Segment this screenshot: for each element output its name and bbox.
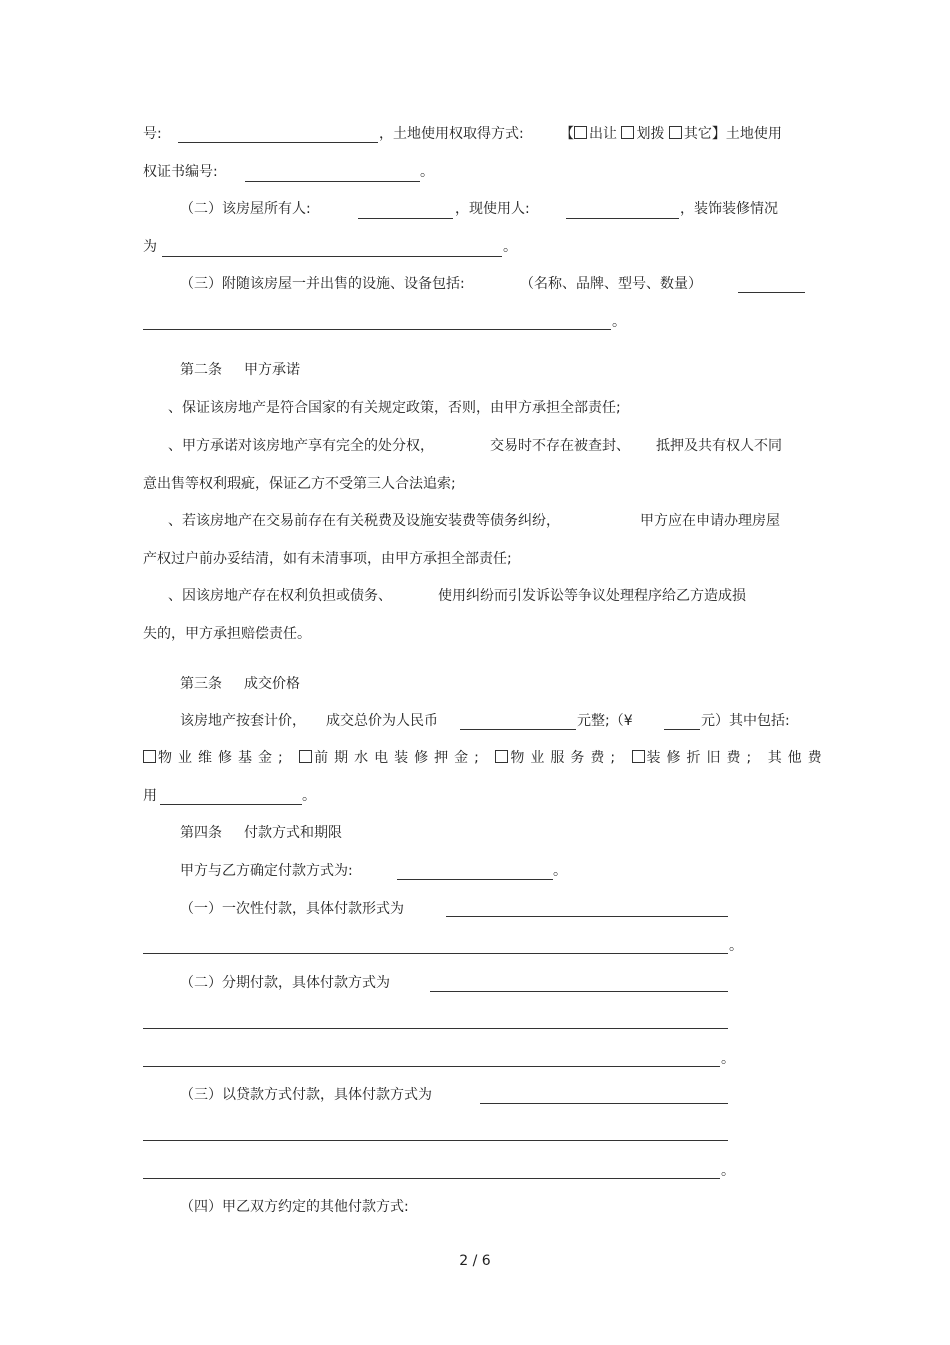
fee-other: 其他费 — [767, 750, 828, 766]
article-2-item-3b: 甲方应在申请办理房屋 — [640, 513, 780, 529]
label-land-use: 】土地使用 — [711, 126, 782, 142]
article-2-number: 第二条 — [180, 362, 222, 378]
blank-installment-line1[interactable] — [430, 991, 728, 992]
price-per-set: 该房地产按套计价， — [180, 713, 306, 729]
article-4-title: 付款方式和期限 — [244, 825, 342, 841]
checkbox-utility-deposit[interactable] — [299, 750, 312, 763]
article-2-title: 甲方承诺 — [244, 362, 300, 378]
article-2-item-2b: 交易时不存在被查封、 — [490, 438, 630, 454]
checkbox-allocate[interactable] — [621, 126, 634, 139]
blank-current-user[interactable] — [566, 218, 679, 219]
fee-property-service: 物业服务费; — [510, 750, 622, 766]
total-price-label: 成交总价为人民币 — [326, 713, 438, 729]
blank-other-fees[interactable] — [160, 804, 302, 805]
period: 。 — [721, 1163, 735, 1179]
label-decoration: ，装饰装修情况 — [680, 201, 778, 217]
article-2-item-4c: 失的，甲方承担赔偿责任。 — [143, 626, 311, 642]
blank-installment-line2[interactable] — [143, 1028, 728, 1029]
checkbox-decoration-depreciation[interactable] — [632, 750, 645, 763]
option-other: 其它 — [683, 126, 712, 142]
article-3-title: 成交价格 — [244, 676, 300, 692]
blank-land-cert-number[interactable] — [245, 181, 420, 182]
blank-house-owner[interactable] — [358, 218, 453, 219]
article-2-item-1: 、保证该房地产是符合国家的有关规定政策，否则，由甲方承担全部责任; — [168, 400, 621, 416]
checkbox-transfer[interactable] — [574, 126, 587, 139]
blank-facilities-line1[interactable] — [738, 292, 805, 293]
blank-decoration-status[interactable] — [162, 256, 502, 257]
blank-cert-number-tail[interactable] — [178, 142, 378, 143]
blank-lump-sum-line2[interactable] — [143, 953, 728, 954]
blank-installment-line3[interactable] — [143, 1066, 720, 1067]
period: 。 — [729, 938, 743, 954]
blank-lump-sum-line1[interactable] — [446, 916, 728, 917]
label-house-owner: （二）该房屋所有人: — [180, 201, 311, 217]
label-yong: 用 — [143, 788, 157, 804]
period: 。 — [612, 314, 626, 330]
payment-lump-sum-label: （一）一次性付款，具体付款形式为 — [180, 901, 404, 917]
label-cert-number: 权证书编号: — [143, 164, 218, 180]
yuan-zheng: 元整;（¥ — [577, 713, 633, 729]
fee-decoration-depreciation: 装修折旧费; — [646, 750, 758, 766]
label-wei: 为 — [143, 239, 157, 255]
blank-loan-line1[interactable] — [480, 1103, 728, 1104]
option-allocate: 划拨 — [636, 126, 665, 142]
fee-utility-deposit: 前期水电装修押金; — [314, 750, 485, 766]
blank-total-price-number[interactable] — [664, 729, 700, 730]
article-2-item-3c: 产权过户前办妥结清，如有未清事项，由甲方承担全部责任; — [143, 551, 512, 567]
article-3-number: 第三条 — [180, 676, 222, 692]
period: 。 — [420, 164, 434, 180]
blank-loan-line2[interactable] — [143, 1140, 728, 1141]
payment-other-label: （四）甲乙双方约定的其他付款方式: — [180, 1199, 409, 1215]
label-land-method: ，土地使用权取得方式: — [379, 126, 524, 142]
article-2-item-4a: 、因该房地产存在权利负担或债务、 — [168, 588, 392, 604]
payment-method-intro: 甲方与乙方确定付款方式为: — [180, 863, 353, 879]
period: 。 — [503, 239, 517, 255]
period: 。 — [553, 863, 567, 879]
article-2-item-2c: 抵押及共有权人不同 — [656, 438, 782, 454]
article-2-item-3a: 、若该房地产在交易前存在有关税费及设施安装费等债务纠纷， — [168, 513, 560, 529]
option-transfer: 出让 — [589, 126, 617, 142]
bracket-open: 【 — [560, 126, 574, 142]
article-2-item-4b: 使用纠纷而引发诉讼等争议处理程序给乙方造成损 — [438, 588, 746, 604]
blank-payment-method[interactable] — [397, 879, 553, 880]
article-2-item-2a: 、甲方承诺对该房地产享有完全的处分权， — [168, 438, 434, 454]
land-method-options — [560, 126, 782, 142]
label-current-user: ，现使用人: — [455, 201, 530, 217]
facilities-note: （名称、品牌、型号、数量） — [520, 276, 702, 292]
includes-label: 元）其中包括: — [701, 713, 790, 729]
article-2-item-2d: 意出售等权利瑕疵，保证乙方不受第三人合法追索; — [143, 476, 456, 492]
fee-maintenance-fund: 物业维修基金; — [158, 750, 289, 766]
page-number: 2 / 6 — [459, 1253, 491, 1269]
blank-total-price-rmb[interactable] — [460, 729, 576, 730]
period: 。 — [721, 1051, 735, 1067]
payment-installment-label: （二）分期付款，具体付款方式为 — [180, 975, 390, 991]
payment-loan-label: （三）以贷款方式付款，具体付款方式为 — [180, 1087, 432, 1103]
blank-loan-line3[interactable] — [143, 1178, 720, 1179]
blank-facilities-line2[interactable] — [143, 329, 611, 330]
checkbox-maintenance-fund[interactable] — [143, 750, 156, 763]
period: 。 — [302, 788, 316, 804]
checkbox-other[interactable] — [669, 126, 682, 139]
checkbox-property-service[interactable] — [495, 750, 508, 763]
label-facilities: （三）附随该房屋一并出售的设施、设备包括: — [180, 276, 465, 292]
article-4-number: 第四条 — [180, 825, 222, 841]
label-hao: 号: — [143, 126, 162, 142]
included-fees — [143, 750, 828, 766]
